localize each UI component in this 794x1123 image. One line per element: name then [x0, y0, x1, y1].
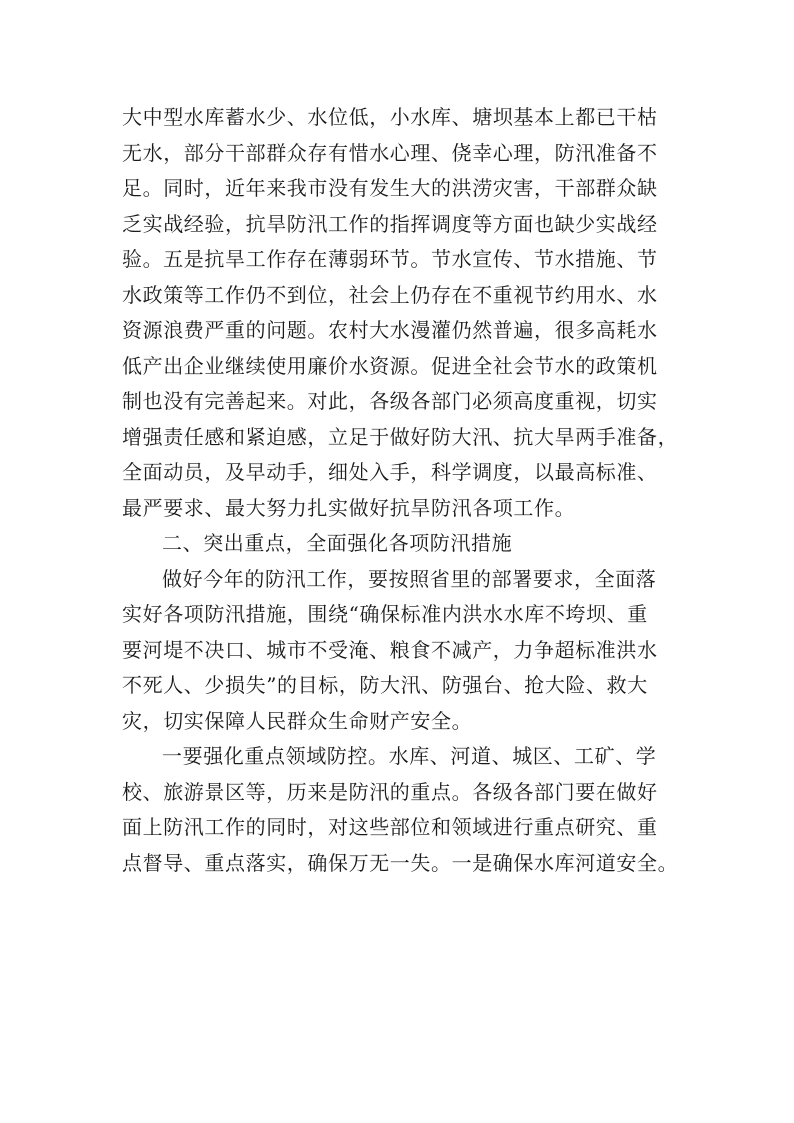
paragraph-line: 灾，切实保障人民群众生命财产安全。	[122, 708, 473, 733]
paragraph-line: 全面动员，及早动手，细处入手，科学调度，以最高标准、	[122, 460, 658, 484]
paragraph-line: 制也没有完善起来。对此，各级各部门必须高度重视，切实	[122, 389, 658, 413]
paragraph-line: 水政策等工作仍不到位，社会上仍存在不重视节约用水、水	[122, 282, 658, 307]
paragraph-line: 验。五是抗旱工作存在薄弱环节。节水宣传、节水措施、节	[122, 247, 658, 271]
paragraph-line: 要河堤不决口、城市不受淹、粮食不减产，力争超标准洪水	[122, 637, 658, 662]
paragraph-line: 资源浪费严重的问题。农村大水漫灌仍然普遍，很多高耗水	[122, 318, 658, 342]
paragraph-line: 不死人、少损失”的目标，防大汛、防强台、抢大险、救大	[122, 673, 648, 697]
paragraph-line: 一要强化重点领域防控。水库、河道、城区、工矿、学	[162, 744, 657, 768]
paragraph-line: 增强责任感和紧迫感，立足于做好防大汛、抗大旱两手准备，	[122, 424, 679, 449]
paragraph-line: 点督导、重点落实，确保万无一失。一是确保水库河道安全。	[122, 850, 679, 875]
paragraph-line: 校、旅游景区等，历来是防汛的重点。各级各部门要在做好	[122, 779, 658, 804]
paragraph-line: 面上防汛工作的同时，对这些部位和领域进行重点研究、重	[122, 815, 658, 839]
paragraph-line: 最严要求、最大努力扎实做好抗旱防汛各项工作。	[122, 495, 576, 520]
document-body	[122, 100, 682, 881]
paragraph-line: 足。同时，近年来我市没有发生大的洪涝灾害，干部群众缺	[122, 176, 658, 200]
paragraph-line: 低产出企业继续使用廉价水资源。促进全社会节水的政策机	[122, 353, 658, 378]
paragraph-line: 乏实战经验，抗旱防汛工作的指挥调度等方面也缺少实战经	[122, 211, 658, 236]
section-heading: 二、突出重点，全面强化各项防汛措施	[162, 531, 513, 555]
paragraph-line: 无水，部分干部群众存有惜水心理、侥幸心理，防汛准备不	[122, 140, 658, 165]
paragraph-line: 做好今年的防汛工作，要按照省里的部署要求，全面落	[162, 566, 657, 591]
paragraph-line: 大中型水库蓄水少、水位低，小水库、塘坝基本上都已干枯	[122, 105, 658, 129]
paragraph-line: 实好各项防汛措施，围绕“确保标准内洪水水库不垮坝、重	[122, 602, 648, 626]
